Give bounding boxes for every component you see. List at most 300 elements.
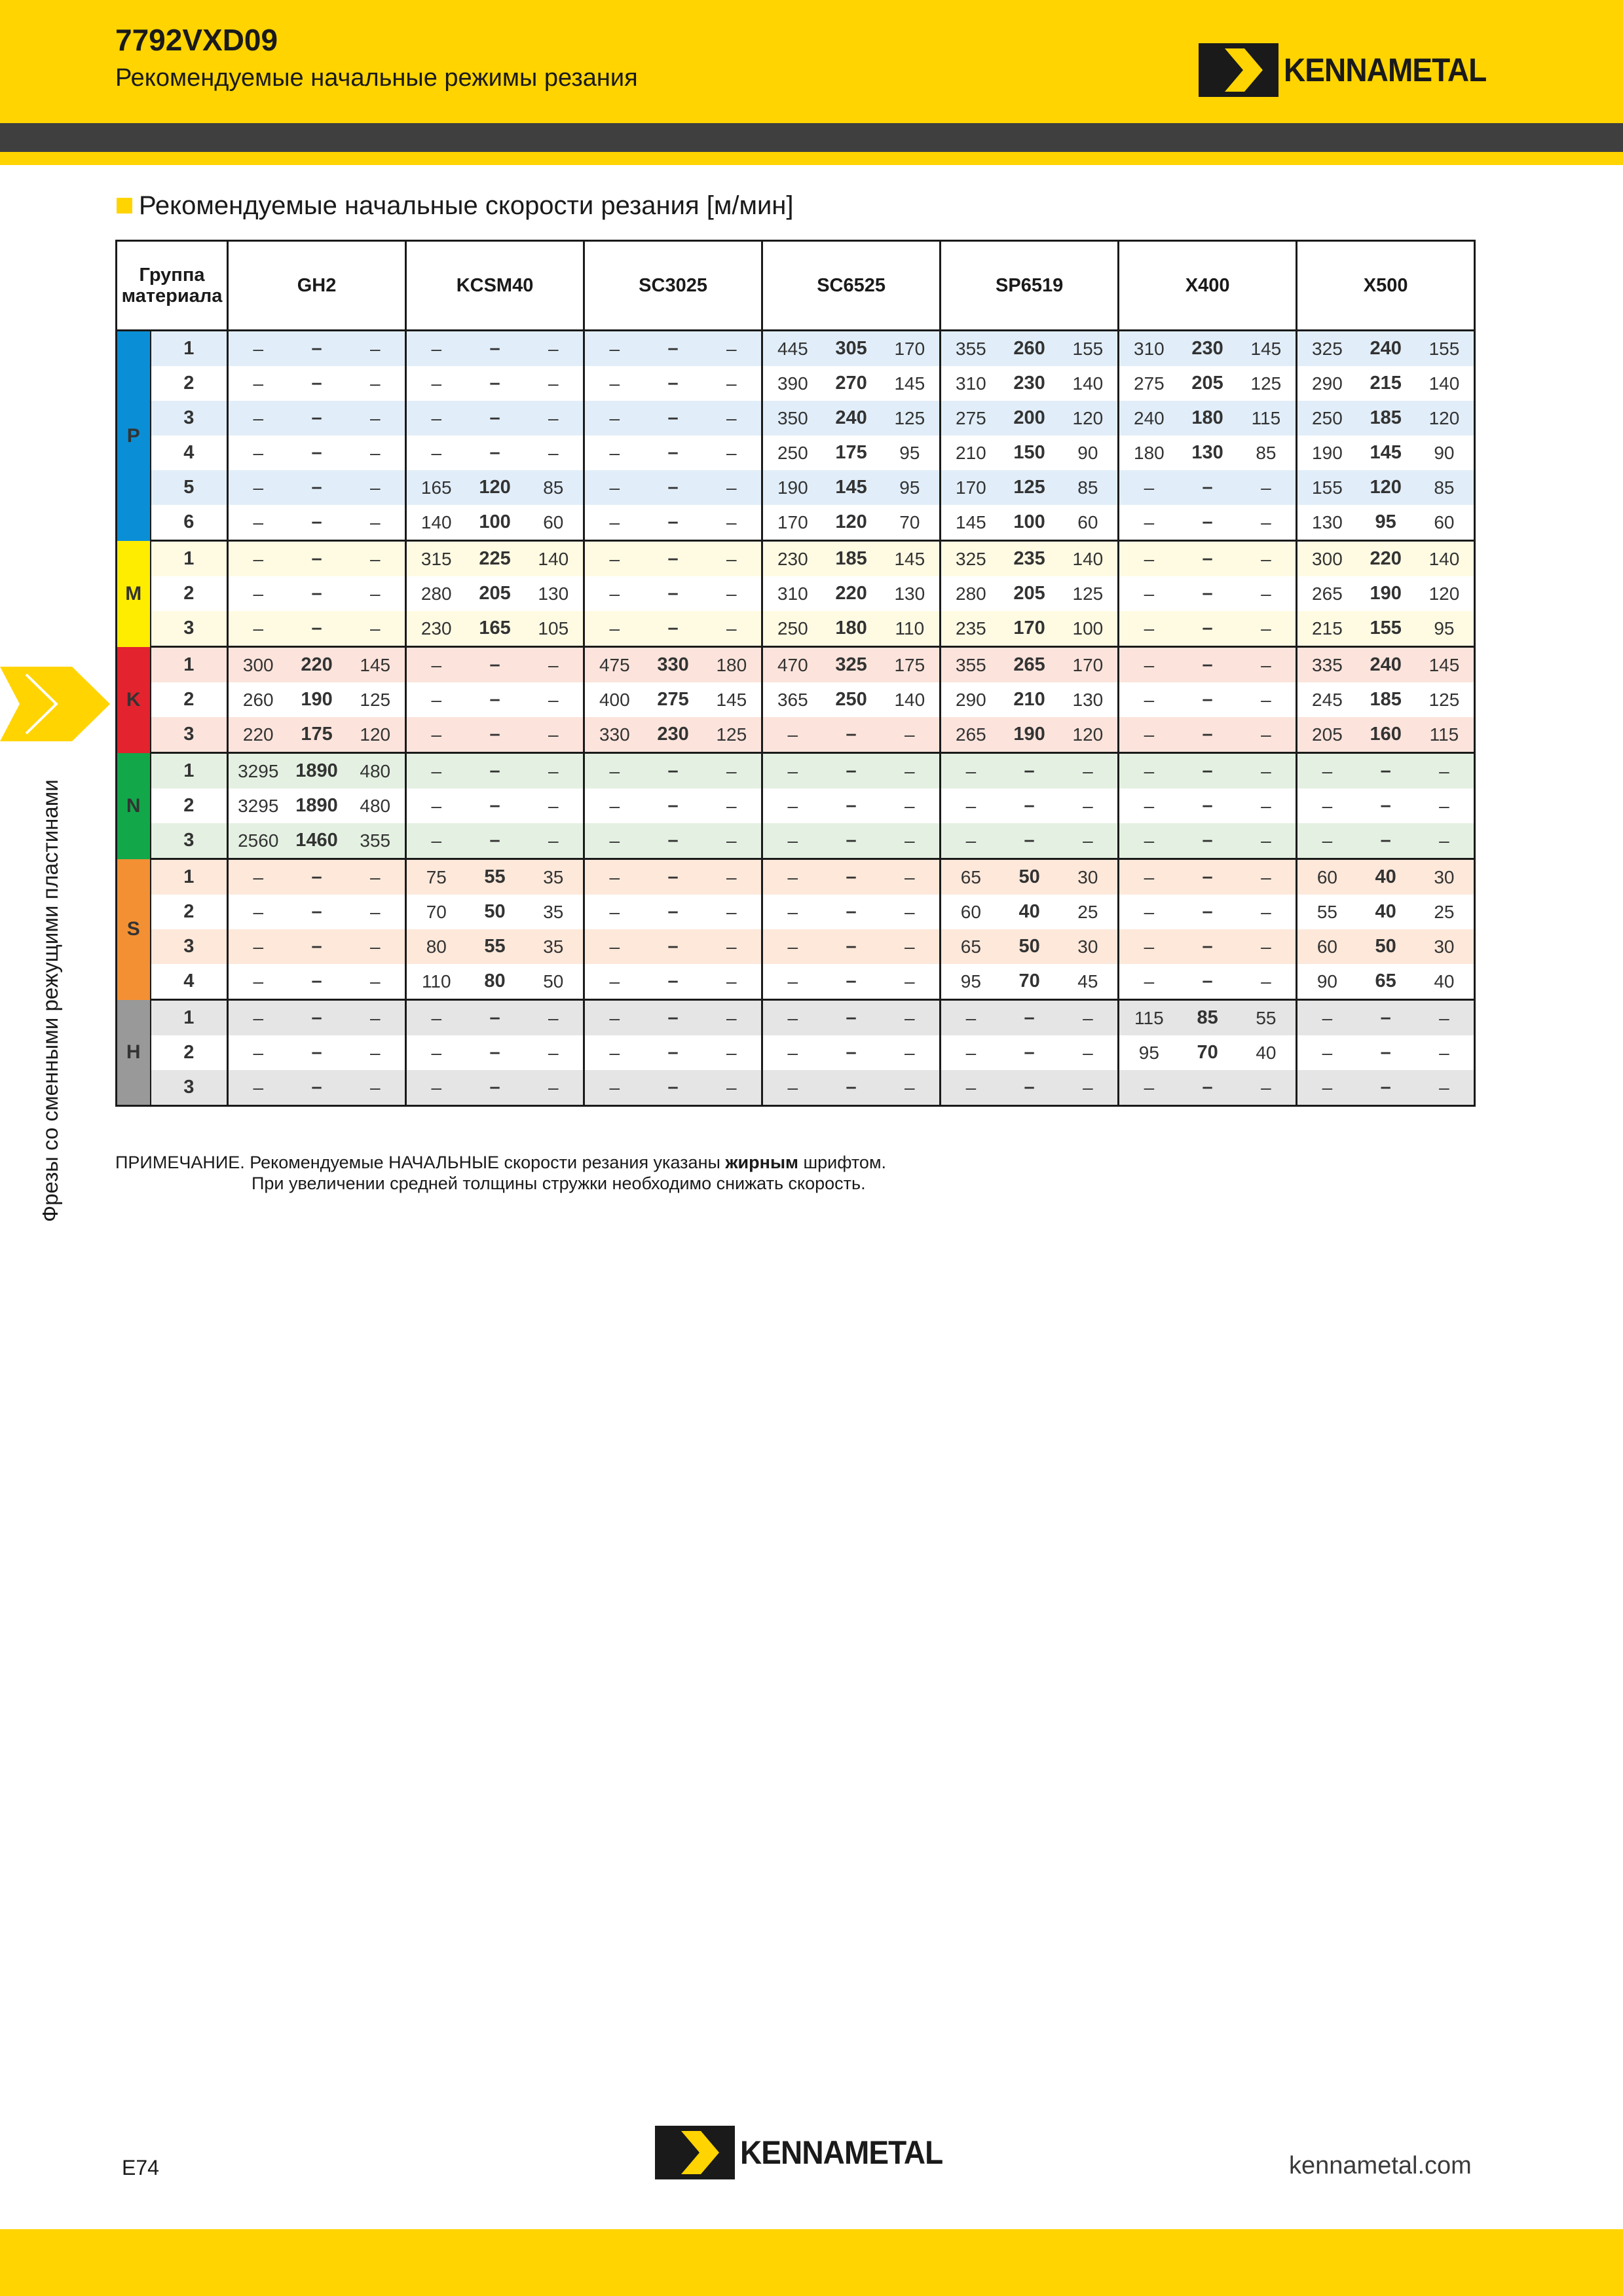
max-speed-cell: – <box>524 1070 584 1106</box>
recommended-speed-cell: 160 <box>1357 717 1415 753</box>
min-speed-cell: – <box>762 717 823 753</box>
min-speed-cell: 95 <box>941 964 1001 1000</box>
min-speed-cell: 350 <box>762 401 823 435</box>
min-speed-cell: – <box>762 929 823 964</box>
recommended-speed-cell: – <box>644 964 702 1000</box>
recommended-speed-cell: 50 <box>1001 859 1058 895</box>
max-speed-cell: – <box>702 366 762 401</box>
header-yellow-stripe <box>0 152 1623 165</box>
recommended-speed-cell: 100 <box>466 505 524 541</box>
recommended-speed-cell: – <box>1179 859 1237 895</box>
material-subgroup-number: 2 <box>151 682 228 717</box>
table-row <box>117 470 1475 505</box>
recommended-speed-cell: 165 <box>466 611 524 647</box>
recommended-speed-cell: 220 <box>823 576 880 611</box>
recommended-speed-cell: – <box>823 823 880 859</box>
min-speed-cell: – <box>1119 541 1179 577</box>
max-speed-cell: 145 <box>346 647 406 683</box>
recommended-speed-cell: 70 <box>1179 1035 1237 1070</box>
max-speed-cell: – <box>346 859 406 895</box>
max-speed-cell: 25 <box>1058 895 1119 929</box>
footer-band <box>0 2229 1623 2296</box>
max-speed-cell: – <box>1237 895 1297 929</box>
recommended-speed-cell: – <box>1179 505 1237 541</box>
min-speed-cell: – <box>228 611 288 647</box>
min-speed-cell: – <box>941 753 1001 789</box>
recommended-speed-cell: 225 <box>466 541 524 577</box>
table-row <box>117 647 1475 683</box>
min-speed-cell: – <box>228 366 288 401</box>
table-row <box>117 366 1475 401</box>
recommended-speed-cell: – <box>288 470 346 505</box>
min-speed-cell: 400 <box>584 682 644 717</box>
max-speed-cell: 90 <box>1415 435 1475 470</box>
max-speed-cell: – <box>1237 859 1297 895</box>
max-speed-cell: – <box>702 964 762 1000</box>
min-speed-cell: 355 <box>941 647 1001 683</box>
recommended-speed-cell: 150 <box>1001 435 1058 470</box>
min-speed-cell: – <box>584 435 644 470</box>
table-row <box>117 541 1475 577</box>
min-speed-cell: 335 <box>1297 647 1357 683</box>
min-speed-cell: 75 <box>406 859 466 895</box>
material-subgroup-number: 2 <box>151 576 228 611</box>
material-subgroup-number: 3 <box>151 611 228 647</box>
recommended-speed-cell: – <box>288 1000 346 1036</box>
material-subgroup-number: 3 <box>151 823 228 859</box>
max-speed-cell: 125 <box>1415 682 1475 717</box>
min-speed-cell: – <box>584 470 644 505</box>
min-speed-cell: – <box>584 576 644 611</box>
min-speed-cell: – <box>584 1070 644 1106</box>
max-speed-cell: 85 <box>1058 470 1119 505</box>
min-speed-cell: – <box>406 788 466 823</box>
min-speed-cell: 265 <box>1297 576 1357 611</box>
max-speed-cell: 50 <box>524 964 584 1000</box>
recommended-speed-cell: 215 <box>1357 366 1415 401</box>
material-group-letter: H <box>117 1000 151 1106</box>
max-speed-cell: 115 <box>1415 717 1475 753</box>
material-group-letter: N <box>117 753 151 859</box>
page-number: E74 <box>122 2156 159 2179</box>
min-speed-cell: 60 <box>1297 929 1357 964</box>
table-row <box>117 435 1475 470</box>
recommended-speed-cell: – <box>1179 895 1237 929</box>
recommended-speed-cell: – <box>288 611 346 647</box>
max-speed-cell: – <box>702 470 762 505</box>
max-speed-cell: 120 <box>1415 401 1475 435</box>
min-speed-cell: – <box>228 964 288 1000</box>
table-row <box>117 823 1475 859</box>
min-speed-cell: – <box>584 1000 644 1036</box>
recommended-speed-cell: – <box>466 435 524 470</box>
max-speed-cell: 140 <box>524 541 584 577</box>
table-row <box>117 1035 1475 1070</box>
max-speed-cell: – <box>880 1035 941 1070</box>
table-row <box>117 859 1475 895</box>
material-subgroup-number: 3 <box>151 929 228 964</box>
min-speed-cell: – <box>228 929 288 964</box>
min-speed-cell: – <box>406 753 466 789</box>
max-speed-cell: – <box>702 611 762 647</box>
recommended-speed-cell: – <box>1179 929 1237 964</box>
recommended-speed-cell: 185 <box>1357 682 1415 717</box>
grade-header: X400 <box>1119 241 1297 331</box>
recommended-speed-cell: 200 <box>1001 401 1058 435</box>
max-speed-cell: 120 <box>1058 717 1119 753</box>
min-speed-cell: – <box>406 1000 466 1036</box>
min-speed-cell: – <box>228 331 288 367</box>
min-speed-cell: 230 <box>406 611 466 647</box>
recommended-speed-cell: – <box>1179 576 1237 611</box>
min-speed-cell: – <box>1119 717 1179 753</box>
recommended-speed-cell: – <box>1357 753 1415 789</box>
min-speed-cell: 115 <box>1119 1000 1179 1036</box>
max-speed-cell: – <box>1415 788 1475 823</box>
min-speed-cell: – <box>228 1035 288 1070</box>
table-row <box>117 576 1475 611</box>
min-speed-cell: – <box>228 895 288 929</box>
recommended-speed-cell: – <box>1001 1000 1058 1036</box>
min-speed-cell: 365 <box>762 682 823 717</box>
recommended-speed-cell: – <box>644 470 702 505</box>
recommended-speed-cell: – <box>644 505 702 541</box>
min-speed-cell: 275 <box>1119 366 1179 401</box>
min-speed-cell: 190 <box>1297 435 1357 470</box>
material-group-letter: S <box>117 859 151 1000</box>
min-speed-cell: 170 <box>941 470 1001 505</box>
min-speed-cell: – <box>228 470 288 505</box>
min-speed-cell: 315 <box>406 541 466 577</box>
recommended-speed-cell: 55 <box>466 929 524 964</box>
recommended-speed-cell: – <box>644 576 702 611</box>
min-speed-cell: – <box>941 1070 1001 1106</box>
max-speed-cell: 145 <box>1237 331 1297 367</box>
recommended-speed-cell: – <box>644 331 702 367</box>
max-speed-cell: – <box>524 717 584 753</box>
min-speed-cell: 130 <box>1297 505 1357 541</box>
max-speed-cell: – <box>880 823 941 859</box>
max-speed-cell: – <box>1415 753 1475 789</box>
table-row <box>117 964 1475 1000</box>
max-speed-cell: – <box>524 823 584 859</box>
max-speed-cell: – <box>346 331 406 367</box>
recommended-speed-cell: – <box>644 1000 702 1036</box>
max-speed-cell: – <box>346 895 406 929</box>
recommended-speed-cell: – <box>644 611 702 647</box>
max-speed-cell: – <box>880 753 941 789</box>
table-row <box>117 788 1475 823</box>
material-subgroup-number: 3 <box>151 717 228 753</box>
material-subgroup-number: 5 <box>151 470 228 505</box>
min-speed-cell: – <box>406 435 466 470</box>
recommended-speed-cell: 70 <box>1001 964 1058 1000</box>
min-speed-cell: – <box>1119 576 1179 611</box>
min-speed-cell: 280 <box>406 576 466 611</box>
recommended-speed-cell: – <box>1179 1070 1237 1106</box>
recommended-speed-cell: 265 <box>1001 647 1058 683</box>
material-subgroup-number: 3 <box>151 1070 228 1106</box>
max-speed-cell: – <box>1415 1070 1475 1106</box>
recommended-speed-cell: – <box>823 1070 880 1106</box>
max-speed-cell: – <box>524 682 584 717</box>
min-speed-cell: – <box>228 576 288 611</box>
max-speed-cell: 35 <box>524 895 584 929</box>
recommended-speed-cell: – <box>644 541 702 577</box>
recommended-speed-cell: 260 <box>1001 331 1058 367</box>
recommended-speed-cell: – <box>288 859 346 895</box>
recommended-speed-cell: – <box>1179 470 1237 505</box>
recommended-speed-cell: 175 <box>823 435 880 470</box>
max-speed-cell: – <box>1237 505 1297 541</box>
recommended-speed-cell: – <box>1001 1035 1058 1070</box>
recommended-speed-cell: 170 <box>1001 611 1058 647</box>
material-subgroup-number: 4 <box>151 964 228 1000</box>
max-speed-cell: – <box>702 753 762 789</box>
max-speed-cell: – <box>1058 1000 1119 1036</box>
material-group-letter: K <box>117 647 151 753</box>
min-speed-cell: – <box>584 611 644 647</box>
min-speed-cell: 180 <box>1119 435 1179 470</box>
recommended-speed-cell: – <box>466 647 524 683</box>
min-speed-cell: – <box>584 964 644 1000</box>
recommended-speed-cell: – <box>466 823 524 859</box>
min-speed-cell: – <box>1119 682 1179 717</box>
max-speed-cell: – <box>1415 1035 1475 1070</box>
note-bold-word: жирным <box>725 1153 798 1172</box>
min-speed-cell: 165 <box>406 470 466 505</box>
material-subgroup-number: 1 <box>151 331 228 367</box>
recommended-speed-cell: – <box>1179 611 1237 647</box>
table-row <box>117 1070 1475 1106</box>
recommended-speed-cell: 85 <box>1179 1000 1237 1036</box>
recommended-speed-cell: – <box>466 682 524 717</box>
recommended-speed-cell: – <box>644 401 702 435</box>
max-speed-cell: – <box>702 401 762 435</box>
max-speed-cell: 85 <box>1237 435 1297 470</box>
max-speed-cell: – <box>880 717 941 753</box>
min-speed-cell: – <box>1119 823 1179 859</box>
recommended-speed-cell: 230 <box>644 717 702 753</box>
max-speed-cell: – <box>880 788 941 823</box>
recommended-speed-cell: 235 <box>1001 541 1058 577</box>
recommended-speed-cell: – <box>644 859 702 895</box>
recommended-speed-cell: 205 <box>1001 576 1058 611</box>
max-speed-cell: – <box>346 401 406 435</box>
max-speed-cell: – <box>880 859 941 895</box>
min-speed-cell: – <box>941 788 1001 823</box>
recommended-speed-cell: 155 <box>1357 611 1415 647</box>
recommended-speed-cell: 190 <box>1357 576 1415 611</box>
recommended-speed-cell: 120 <box>466 470 524 505</box>
min-speed-cell: 95 <box>1119 1035 1179 1070</box>
max-speed-cell: 30 <box>1415 929 1475 964</box>
recommended-speed-cell: 40 <box>1001 895 1058 929</box>
recommended-speed-cell: – <box>1001 1070 1058 1106</box>
recommended-speed-cell: – <box>823 859 880 895</box>
min-speed-cell: – <box>228 541 288 577</box>
max-speed-cell: 120 <box>346 717 406 753</box>
header-dark-stripe <box>0 123 1623 152</box>
min-speed-cell: 310 <box>762 576 823 611</box>
recommended-speed-cell: – <box>466 788 524 823</box>
material-subgroup-number: 6 <box>151 505 228 541</box>
recommended-speed-cell: – <box>644 823 702 859</box>
recommended-speed-cell: 95 <box>1357 505 1415 541</box>
recommended-speed-cell: – <box>466 1000 524 1036</box>
max-speed-cell: 60 <box>1058 505 1119 541</box>
website-link[interactable]: kennametal.com <box>1289 2152 1472 2179</box>
max-speed-cell: – <box>1237 929 1297 964</box>
max-speed-cell: – <box>880 929 941 964</box>
recommended-speed-cell: 130 <box>1179 435 1237 470</box>
max-speed-cell: 480 <box>346 788 406 823</box>
recommended-speed-cell: – <box>823 717 880 753</box>
max-speed-cell: – <box>1237 647 1297 683</box>
max-speed-cell: – <box>1058 1070 1119 1106</box>
grade-header: X500 <box>1297 241 1475 331</box>
max-speed-cell: – <box>524 647 584 683</box>
max-speed-cell: 170 <box>1058 647 1119 683</box>
max-speed-cell: – <box>346 541 406 577</box>
max-speed-cell: – <box>1237 823 1297 859</box>
material-subgroup-number: 1 <box>151 541 228 577</box>
max-speed-cell: – <box>346 1035 406 1070</box>
max-speed-cell: – <box>1237 541 1297 577</box>
recommended-speed-cell: – <box>288 331 346 367</box>
max-speed-cell: 35 <box>524 929 584 964</box>
min-speed-cell: – <box>406 682 466 717</box>
max-speed-cell: – <box>702 576 762 611</box>
min-speed-cell: – <box>1119 859 1179 895</box>
max-speed-cell: – <box>524 753 584 789</box>
max-speed-cell: – <box>702 823 762 859</box>
min-speed-cell: 2560 <box>228 823 288 859</box>
recommended-speed-cell: 180 <box>823 611 880 647</box>
recommended-speed-cell: – <box>644 1035 702 1070</box>
min-speed-cell: 300 <box>228 647 288 683</box>
max-speed-cell: 40 <box>1237 1035 1297 1070</box>
min-speed-cell: – <box>1119 611 1179 647</box>
max-speed-cell: – <box>880 895 941 929</box>
recommended-speed-cell: 50 <box>1357 929 1415 964</box>
max-speed-cell: – <box>702 1070 762 1106</box>
recommended-speed-cell: 80 <box>466 964 524 1000</box>
recommended-speed-cell: – <box>288 505 346 541</box>
table-row <box>117 401 1475 435</box>
min-speed-cell: 55 <box>1297 895 1357 929</box>
min-speed-cell: 330 <box>584 717 644 753</box>
min-speed-cell: – <box>406 1035 466 1070</box>
max-speed-cell: 70 <box>880 505 941 541</box>
min-speed-cell: – <box>1119 929 1179 964</box>
max-speed-cell: 140 <box>1058 541 1119 577</box>
min-speed-cell: 260 <box>228 682 288 717</box>
min-speed-cell: 250 <box>1297 401 1357 435</box>
recommended-speed-cell: – <box>823 1035 880 1070</box>
max-speed-cell: 175 <box>880 647 941 683</box>
recommended-speed-cell: 145 <box>1357 435 1415 470</box>
min-speed-cell: – <box>406 647 466 683</box>
min-speed-cell: 290 <box>1297 366 1357 401</box>
min-speed-cell: – <box>1119 753 1179 789</box>
recommended-speed-cell: 100 <box>1001 505 1058 541</box>
recommended-speed-cell: – <box>644 753 702 789</box>
min-speed-cell: 230 <box>762 541 823 577</box>
max-speed-cell: 95 <box>1415 611 1475 647</box>
recommended-speed-cell: 55 <box>466 859 524 895</box>
table-header-row <box>117 241 1475 331</box>
max-speed-cell: – <box>702 895 762 929</box>
recommended-speed-cell: 1890 <box>288 753 346 789</box>
max-speed-cell: 55 <box>1237 1000 1297 1036</box>
min-speed-cell: – <box>584 859 644 895</box>
max-speed-cell: – <box>524 1035 584 1070</box>
min-speed-cell: – <box>941 1000 1001 1036</box>
recommended-speed-cell: – <box>823 964 880 1000</box>
max-speed-cell: 30 <box>1058 929 1119 964</box>
recommended-speed-cell: – <box>823 1000 880 1036</box>
max-speed-cell: 125 <box>880 401 941 435</box>
recommended-speed-cell: 220 <box>1357 541 1415 577</box>
max-speed-cell: 95 <box>880 435 941 470</box>
recommended-speed-cell: 220 <box>288 647 346 683</box>
recommended-speed-cell: – <box>1001 823 1058 859</box>
material-subgroup-number: 2 <box>151 1035 228 1070</box>
recommended-speed-cell: – <box>288 929 346 964</box>
recommended-speed-cell: – <box>466 1035 524 1070</box>
max-speed-cell: – <box>880 964 941 1000</box>
max-speed-cell: – <box>524 788 584 823</box>
min-speed-cell: 275 <box>941 401 1001 435</box>
max-speed-cell: 25 <box>1415 895 1475 929</box>
max-speed-cell: – <box>1058 823 1119 859</box>
max-speed-cell: – <box>524 1000 584 1036</box>
min-speed-cell: 390 <box>762 366 823 401</box>
max-speed-cell: 140 <box>1415 541 1475 577</box>
recommended-speed-cell: – <box>644 929 702 964</box>
min-speed-cell: 310 <box>941 366 1001 401</box>
recommended-speed-cell: 325 <box>823 647 880 683</box>
min-speed-cell: – <box>1297 1035 1357 1070</box>
recommended-speed-cell: – <box>823 929 880 964</box>
recommended-speed-cell: 185 <box>1357 401 1415 435</box>
min-speed-cell: 65 <box>941 859 1001 895</box>
recommended-speed-cell: – <box>288 366 346 401</box>
max-speed-cell: – <box>702 1035 762 1070</box>
recommended-speed-cell: – <box>288 576 346 611</box>
recommended-speed-cell: 50 <box>1001 929 1058 964</box>
recommended-speed-cell: 1890 <box>288 788 346 823</box>
recommended-speed-cell: – <box>1357 1000 1415 1036</box>
table-row <box>117 717 1475 753</box>
recommended-speed-cell: 1460 <box>288 823 346 859</box>
min-speed-cell: – <box>584 505 644 541</box>
max-speed-cell: – <box>702 435 762 470</box>
recommended-speed-cell: – <box>288 1070 346 1106</box>
max-speed-cell: 35 <box>524 859 584 895</box>
max-speed-cell: – <box>524 366 584 401</box>
recommended-speed-cell: – <box>1179 788 1237 823</box>
max-speed-cell: 115 <box>1237 401 1297 435</box>
min-speed-cell: 215 <box>1297 611 1357 647</box>
table-row <box>117 505 1475 541</box>
min-speed-cell: 355 <box>941 331 1001 367</box>
min-speed-cell: 90 <box>1297 964 1357 1000</box>
max-speed-cell: – <box>1237 717 1297 753</box>
recommended-speed-cell: 230 <box>1179 331 1237 367</box>
min-speed-cell: – <box>584 929 644 964</box>
